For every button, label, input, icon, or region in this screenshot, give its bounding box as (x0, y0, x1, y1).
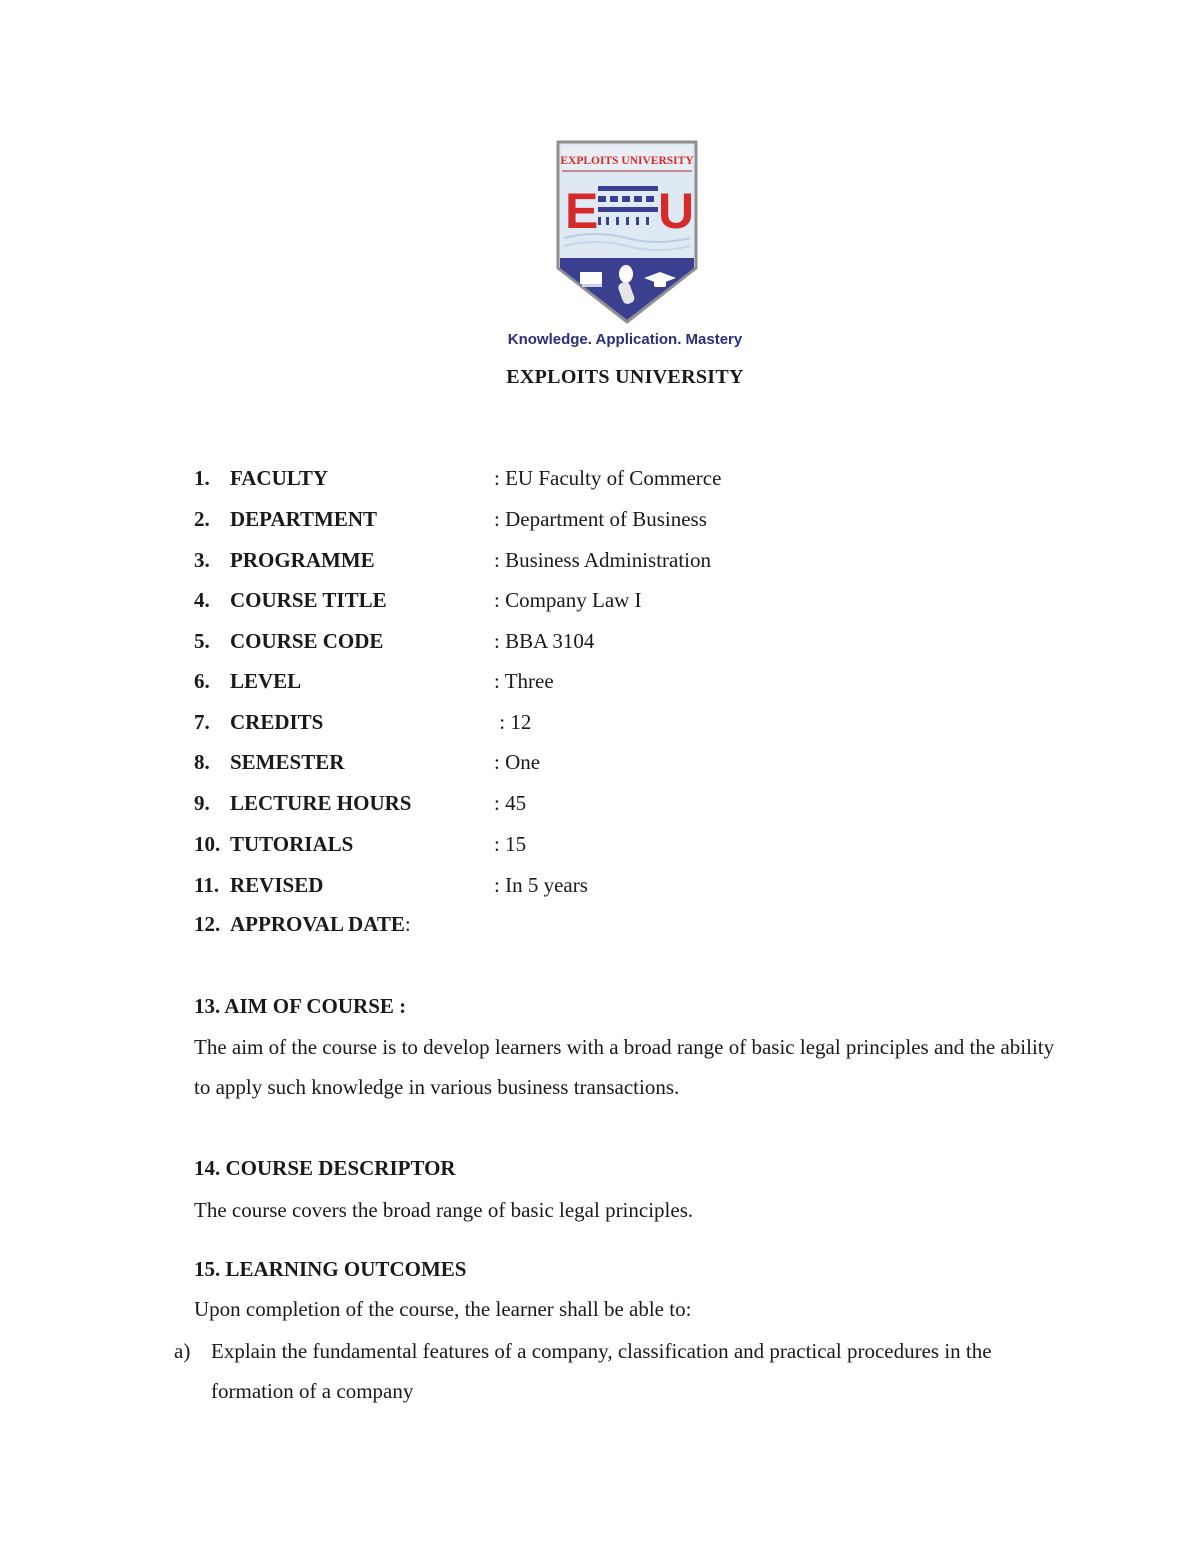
info-value-faculty: : EU Faculty of Commerce (494, 466, 722, 490)
info-row-course-code (194, 627, 383, 655)
info-row-course-title (194, 586, 387, 614)
descriptor-heading: 14. COURSE DESCRIPTOR (194, 1156, 456, 1180)
info-row-department (194, 505, 377, 533)
info-value-credits: : 12 (494, 710, 532, 734)
info-value-programme: : Business Administration (494, 548, 712, 572)
info-value-semester: : One (494, 750, 541, 774)
info-label: TUTORIALS (230, 832, 354, 856)
university-name: EXPLOITS UNIVERSITY (506, 366, 744, 388)
aim-paragraph: The aim of the course is to develop learners with a broad range of basic legal principles and the ability to apply such knowledge in various business transactions. (194, 1035, 1055, 1099)
info-number: 10. (194, 832, 221, 856)
info-number: 9. (194, 791, 210, 815)
info-label: DEPARTMENT (230, 507, 378, 531)
outcomes-heading: 15. LEARNING OUTCOMES (194, 1257, 467, 1281)
info-value-department: : Department of Business (494, 507, 707, 531)
info-row-programme (194, 546, 375, 574)
info-label: LEVEL (230, 669, 302, 693)
info-value-course-code: : BBA 3104 (494, 629, 595, 653)
outcome-marker: a) (174, 1339, 191, 1363)
info-row-credits (194, 708, 323, 736)
university-motto: Knowledge. Application. Mastery (507, 331, 743, 348)
outcomes-intro: Upon completion of the course, the learner shall be able to: (194, 1297, 692, 1321)
info-label: PROGRAMME (230, 548, 375, 572)
info-label: COURSE CODE (230, 629, 384, 653)
crest-book-icon (580, 272, 602, 287)
info-number: 11. (194, 873, 220, 897)
crest-banner-text: EXPLOITS UNIVERSITY (560, 155, 694, 167)
info-row-level (194, 667, 301, 695)
info-label: SEMESTER (230, 750, 345, 774)
outcome-item (174, 1331, 1074, 1411)
info-number: 1. (194, 466, 210, 490)
info-value-level: : Three (494, 669, 554, 693)
info-row-faculty (194, 464, 328, 492)
approval-colon: : (404, 912, 411, 936)
info-number: 6. (194, 669, 210, 693)
info-number: 3. (194, 548, 210, 572)
university-crest-logo (556, 140, 698, 324)
info-row-revised (194, 871, 323, 899)
info-label: COURSE TITLE (230, 588, 387, 612)
info-row-tutorials (194, 830, 353, 858)
info-value-lecture-hours: : 45 (494, 791, 527, 815)
info-label: LECTURE HOURS (230, 791, 412, 815)
info-value-revised: : In 5 years (494, 873, 588, 897)
info-row-lecture-hours (194, 789, 411, 817)
info-row-semester (194, 748, 344, 776)
info-value-tutorials: : 15 (494, 832, 527, 856)
info-label: APPROVAL DATE (230, 912, 405, 936)
outcome-text: Explain the fundamental features of a company, classification and practical procedures in the formation of a company (211, 1339, 992, 1403)
info-label: REVISED (230, 873, 324, 897)
crest-letter-e: E (565, 183, 599, 239)
crest-letter-u: U (658, 183, 695, 239)
info-row-approval-date (194, 910, 411, 938)
info-number: 2. (194, 507, 210, 531)
info-number: 5. (194, 629, 210, 653)
info-number: 7. (194, 710, 210, 734)
info-number: 4. (194, 588, 210, 612)
info-label: FACULTY (230, 466, 329, 490)
info-number: 8. (194, 750, 210, 774)
info-label: CREDITS (230, 710, 324, 734)
info-value-course-title: : Company Law I (494, 588, 642, 612)
aim-heading: 13. AIM OF COURSE : (194, 994, 407, 1018)
info-number: 12. (194, 912, 221, 936)
descriptor-paragraph: The course covers the broad range of basic legal principles. (194, 1198, 694, 1222)
